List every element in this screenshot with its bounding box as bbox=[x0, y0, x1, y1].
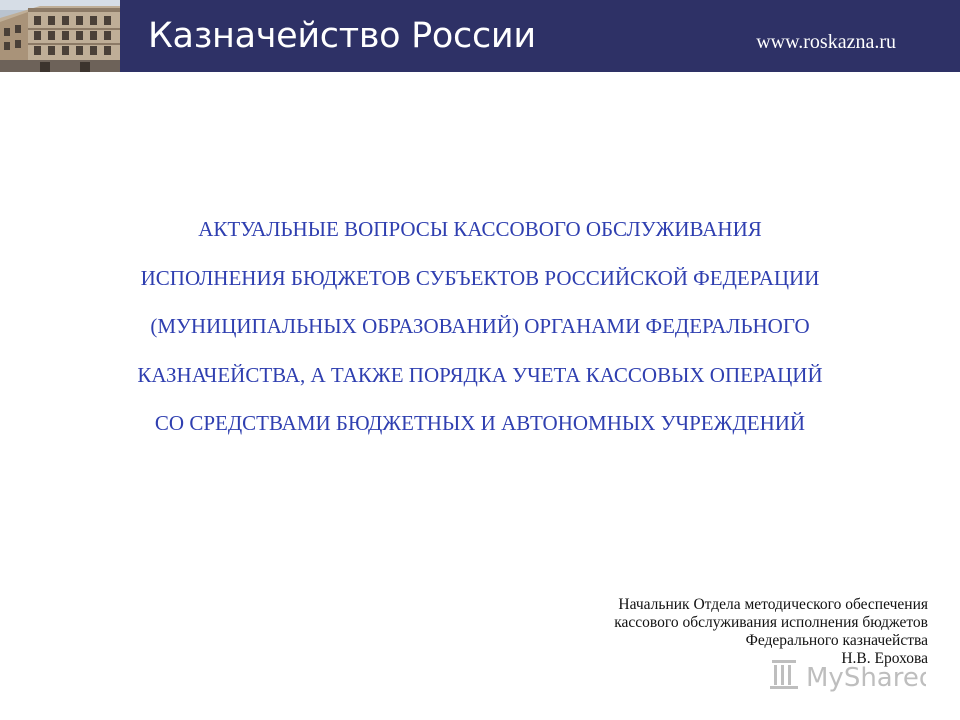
title-line: АКТУАЛЬНЫЕ ВОПРОСЫ КАССОВОГО ОБСЛУЖИВАНИЯ bbox=[198, 217, 762, 241]
presentation-title bbox=[40, 208, 920, 451]
title-line: (МУНИЦИПАЛЬНЫХ ОБРАЗОВАНИЙ) ОРГАНАМИ ФЕДЕРАЛЬНОГО bbox=[150, 314, 810, 338]
title-line: ИСПОЛНЕНИЯ БЮДЖЕТОВ СУБЪЕКТОВ РОССИЙСКОЙ ФЕДЕРАЦИИ bbox=[140, 265, 820, 290]
title-line: КАЗНАЧЕЙСТВА, А ТАКЖЕ ПОРЯДКА УЧЕТА КАССОВЫХ ОПЕРАЦИЙ bbox=[137, 362, 823, 387]
watermark-logo bbox=[766, 656, 926, 696]
signature-line: Федерального казначейства bbox=[745, 632, 928, 649]
title-line: СО СРЕДСТВАМИ БЮДЖЕТНЫХ И АВТОНОМНЫХ УЧРЕЖДЕНИЙ bbox=[154, 411, 806, 435]
signature-line: Начальник Отдела методического обеспечения bbox=[618, 596, 928, 613]
header-bar bbox=[0, 0, 960, 72]
signature-line: кассового обслуживания исполнения бюджетов bbox=[614, 614, 928, 631]
svg-text:MyShared: MyShared bbox=[806, 663, 926, 693]
brand-title: Казначейство России bbox=[148, 16, 536, 56]
author-name: Н.В. Ерохова bbox=[841, 650, 928, 667]
website-url[interactable]: www.roskazna.ru bbox=[756, 31, 896, 53]
building-photo bbox=[0, 0, 120, 72]
